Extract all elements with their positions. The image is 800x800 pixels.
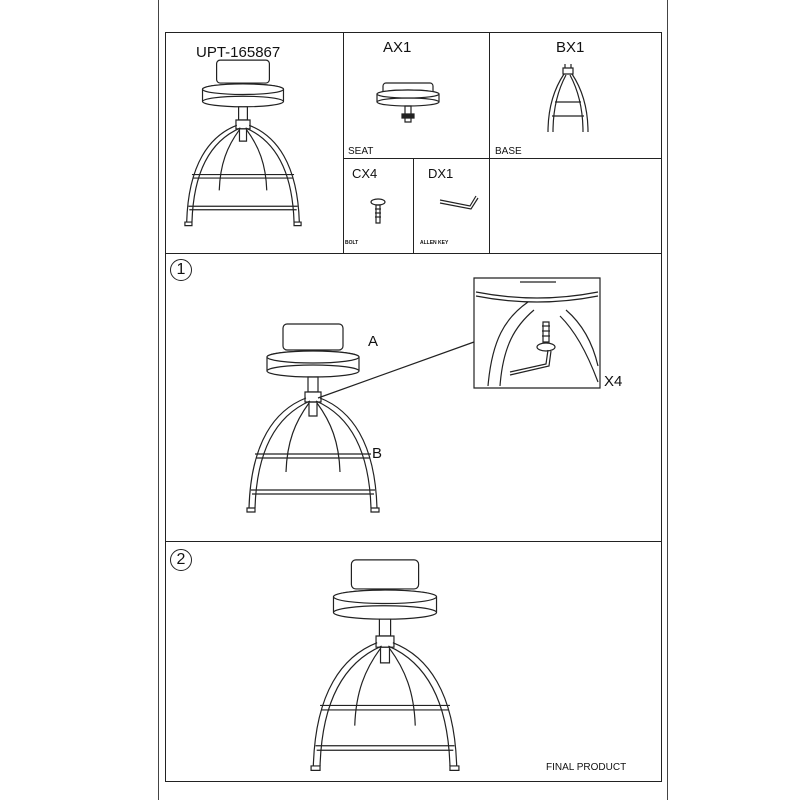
part-b-name: BASE [495, 146, 522, 157]
part-c-code: CX4 [352, 166, 378, 181]
step1-stool-drawing [247, 324, 379, 512]
final-product-caption: FINAL PRODUCT [546, 762, 627, 773]
model-number: UPT-165867 [196, 44, 281, 61]
seat-part-drawing [377, 83, 439, 122]
bolt-part-drawing [371, 199, 385, 223]
step-2-number: 2 [170, 549, 192, 571]
part-b-code: BX1 [556, 39, 585, 56]
part-a-name: SEAT [348, 146, 374, 157]
part-d-code: DX1 [428, 166, 454, 181]
detail-callout [474, 278, 600, 388]
allen-key-part-drawing [440, 196, 478, 209]
part-d-name: ALLEN KEY [420, 240, 449, 246]
header-stool-drawing [185, 60, 301, 225]
label-a: A [368, 333, 379, 350]
base-part-drawing [548, 64, 588, 132]
part-a-code: AX1 [383, 39, 412, 56]
final-product-stool-drawing [311, 560, 459, 771]
quantity-label: X4 [604, 373, 623, 390]
label-b: B [372, 445, 383, 462]
step-1-number: 1 [170, 259, 192, 281]
part-c-name: BOLT [345, 240, 359, 246]
